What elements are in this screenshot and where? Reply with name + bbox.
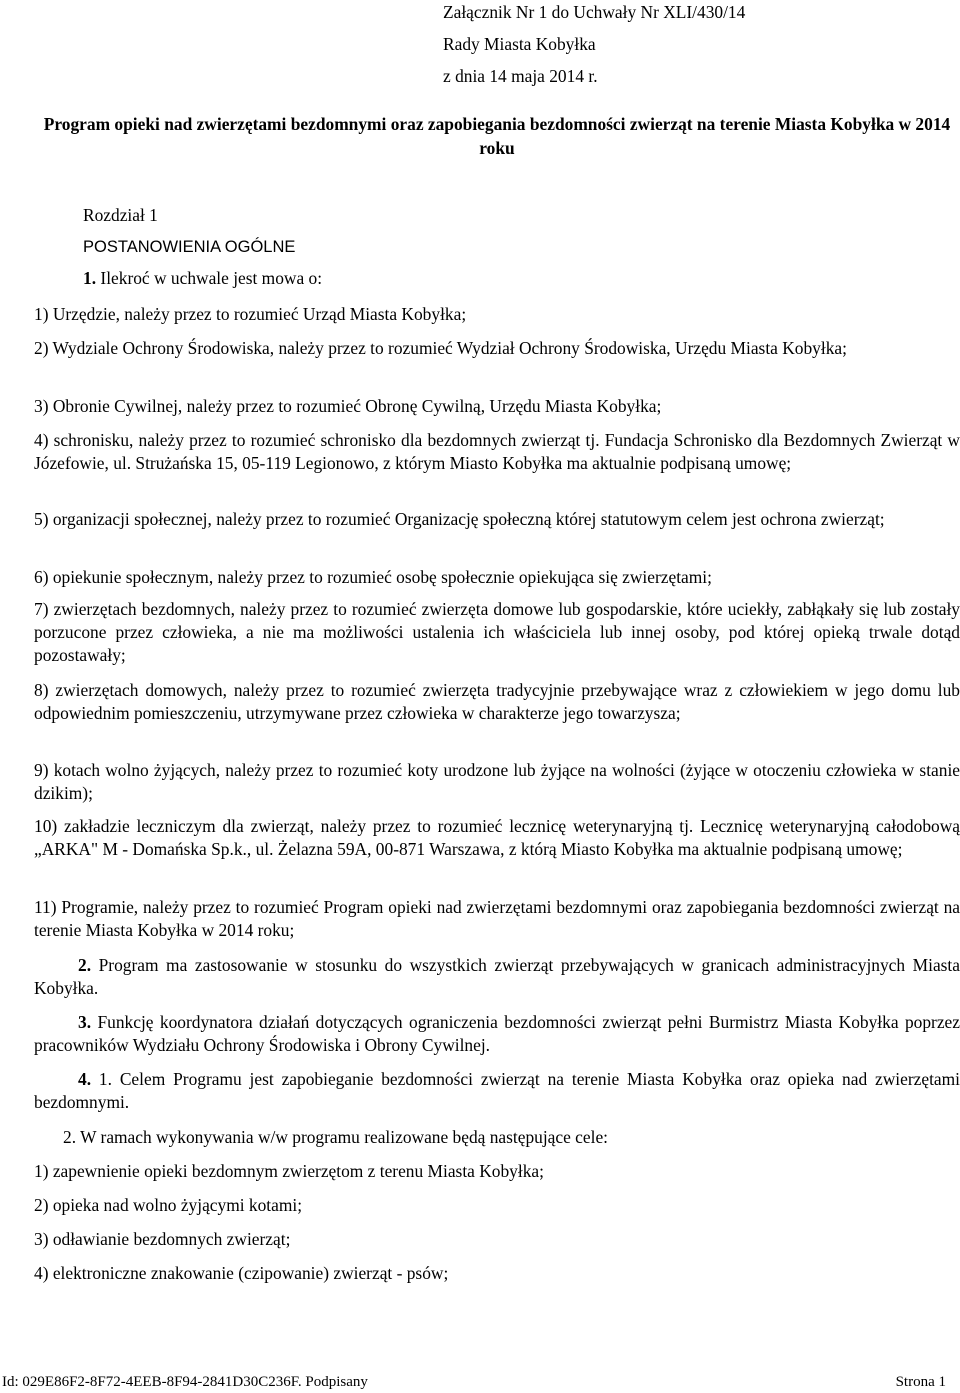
definition-item-5: 5) organizacji społecznej, należy przez to rozumieć Organizację społeczną której statutowym celem jest ochrona zwierząt; (34, 509, 885, 529)
section-3-text: Funkcję koordynatora działań dotyczących ograniczenia bezdomności zwierząt pełni Burmistrz Miasta Kobyłka poprzez pracowników Wydziału Ochrony Środowiska i Obrony Cywilnej. (34, 1012, 960, 1055)
section-4-number: 4. (78, 1069, 92, 1089)
section-2 (34, 954, 960, 1000)
header-line-1: Załącznik Nr 1 do Uchwały Nr XLI/430/14 (443, 2, 746, 22)
document-title: Program opieki nad zwierzętami bezdomnymi oraz zapobiegania bezdomności zwierząt na terenie Miasta Kobyłka w 2014 roku (43, 114, 951, 158)
goal-item-4: 4) elektroniczne znakowanie (czipowanie) zwierząt - psów; (34, 1263, 449, 1283)
definition-item-2: 2) Wydziale Ochrony Środowiska, należy przez to rozumieć Wydział Ochrony Środowiska, Urzędu Miasta Kobyłka; (34, 338, 847, 358)
section-3-number: 3. (78, 1012, 92, 1032)
section-2-text: Program ma zastosowanie w stosunku do wszystkich zwierząt przebywających w granicach administracyjnych Miasta Kobyłka. (34, 955, 960, 998)
section-4-paragraph-2: 2. W ramach wykonywania w/w programu realizowane będą następujące cele: (63, 1127, 609, 1147)
section-3 (34, 1011, 960, 1057)
definition-item-8: 8) zwierzętach domowych, należy przez to rozumieć zwierzęta tradycyjnie przebywające wraz z człowiekiem w jego domu lub odpowiednim pomieszczeniu, utrzymywane przez człowieka w charakterze jego towarzysza; (34, 680, 960, 723)
definition-item-1: 1) Urzędzie, należy przez to rozumieć Urząd Miasta Kobyłka; (34, 304, 467, 324)
definition-item-3: 3) Obronie Cywilnej, należy przez to rozumieć Obronę Cywilną, Urzędu Miasta Kobyłka; (34, 396, 662, 416)
section-2-number: 2. (78, 955, 92, 975)
section-1-intro-text: Ilekroć w uchwale jest mowa o: (100, 268, 323, 288)
header-line-2: Rady Miasta Kobyłka (443, 34, 596, 54)
section-4-paragraph-1: 1. Celem Programu jest zapobieganie bezdomności zwierząt na terenie Miasta Kobyłka oraz opieka nad zwierzętami bezdomnymi. (34, 1069, 960, 1112)
header-line-3: z dnia 14 maja 2014 r. (443, 66, 598, 86)
chapter-label: Rozdział 1 (83, 205, 158, 225)
definition-item-9: 9) kotach wolno żyjących, należy przez to rozumieć koty urodzone lub żyjące na wolności (żyjące w otoczeniu człowieka w stanie dzikim); (34, 760, 960, 803)
chapter-name: POSTANOWIENIA OGÓLNE (83, 238, 296, 256)
section-4 (34, 1068, 960, 1114)
goal-item-1: 1) zapewnienie opieki bezdomnym zwierzętom z terenu Miasta Kobyłka; (34, 1161, 544, 1181)
section-1-intro (83, 266, 322, 290)
definition-item-4: 4) schronisku, należy przez to rozumieć schronisko dla bezdomnych zwierząt tj. Fundacja Schronisko dla Bezdomnych Zwierząt w Józefowie, ul. Strużańska 15, 05-119 Legionowo, z którym Miasto Kobyłka ma aktualnie podpisaną umowę; (34, 430, 960, 473)
footer-document-id: Id: 029E86F2-8F72-4EEB-8F94-2841D30C236F. Podpisany (2, 1374, 368, 1390)
definition-item-7: 7) zwierzętach bezdomnych, należy przez to rozumieć zwierzęta domowe lub gospodarskie, które uciekły, zabłąkały się lub zostały porzucone przez człowieka, a nie ma możliwości ustalenia ich właściciela lub innej osoby, pod której opieką trwale dotąd pozostawały; (34, 599, 960, 665)
definition-item-11: 11) Programie, należy przez to rozumieć Program opieki nad zwierzętami bezdomnymi oraz zapobiegania bezdomności zwierząt na terenie Miasta Kobyłka w 2014 roku; (34, 897, 960, 940)
definition-item-6: 6) opiekunie społecznym, należy przez to rozumieć osobę społecznie opiekująca się zwierzętami; (34, 567, 712, 587)
goal-item-3: 3) odławianie bezdomnych zwierząt; (34, 1229, 291, 1249)
definition-item-10: 10) zakładzie leczniczym dla zwierząt, należy przez to rozumieć lecznicę weterynaryjną tj. Lecznicę weterynaryjną całodobową „ARKA" M - Domańska Sp.k., ul. Żelazna 59A, 00-871 Warszawa, z którą Miasto Kobyłka ma aktualnie podpisaną umowę; (34, 816, 960, 859)
goal-item-2: 2) opieka nad wolno żyjącymi kotami; (34, 1195, 303, 1215)
footer-page-number: Strona 1 (895, 1374, 946, 1390)
section-1-number: 1. (83, 268, 97, 288)
